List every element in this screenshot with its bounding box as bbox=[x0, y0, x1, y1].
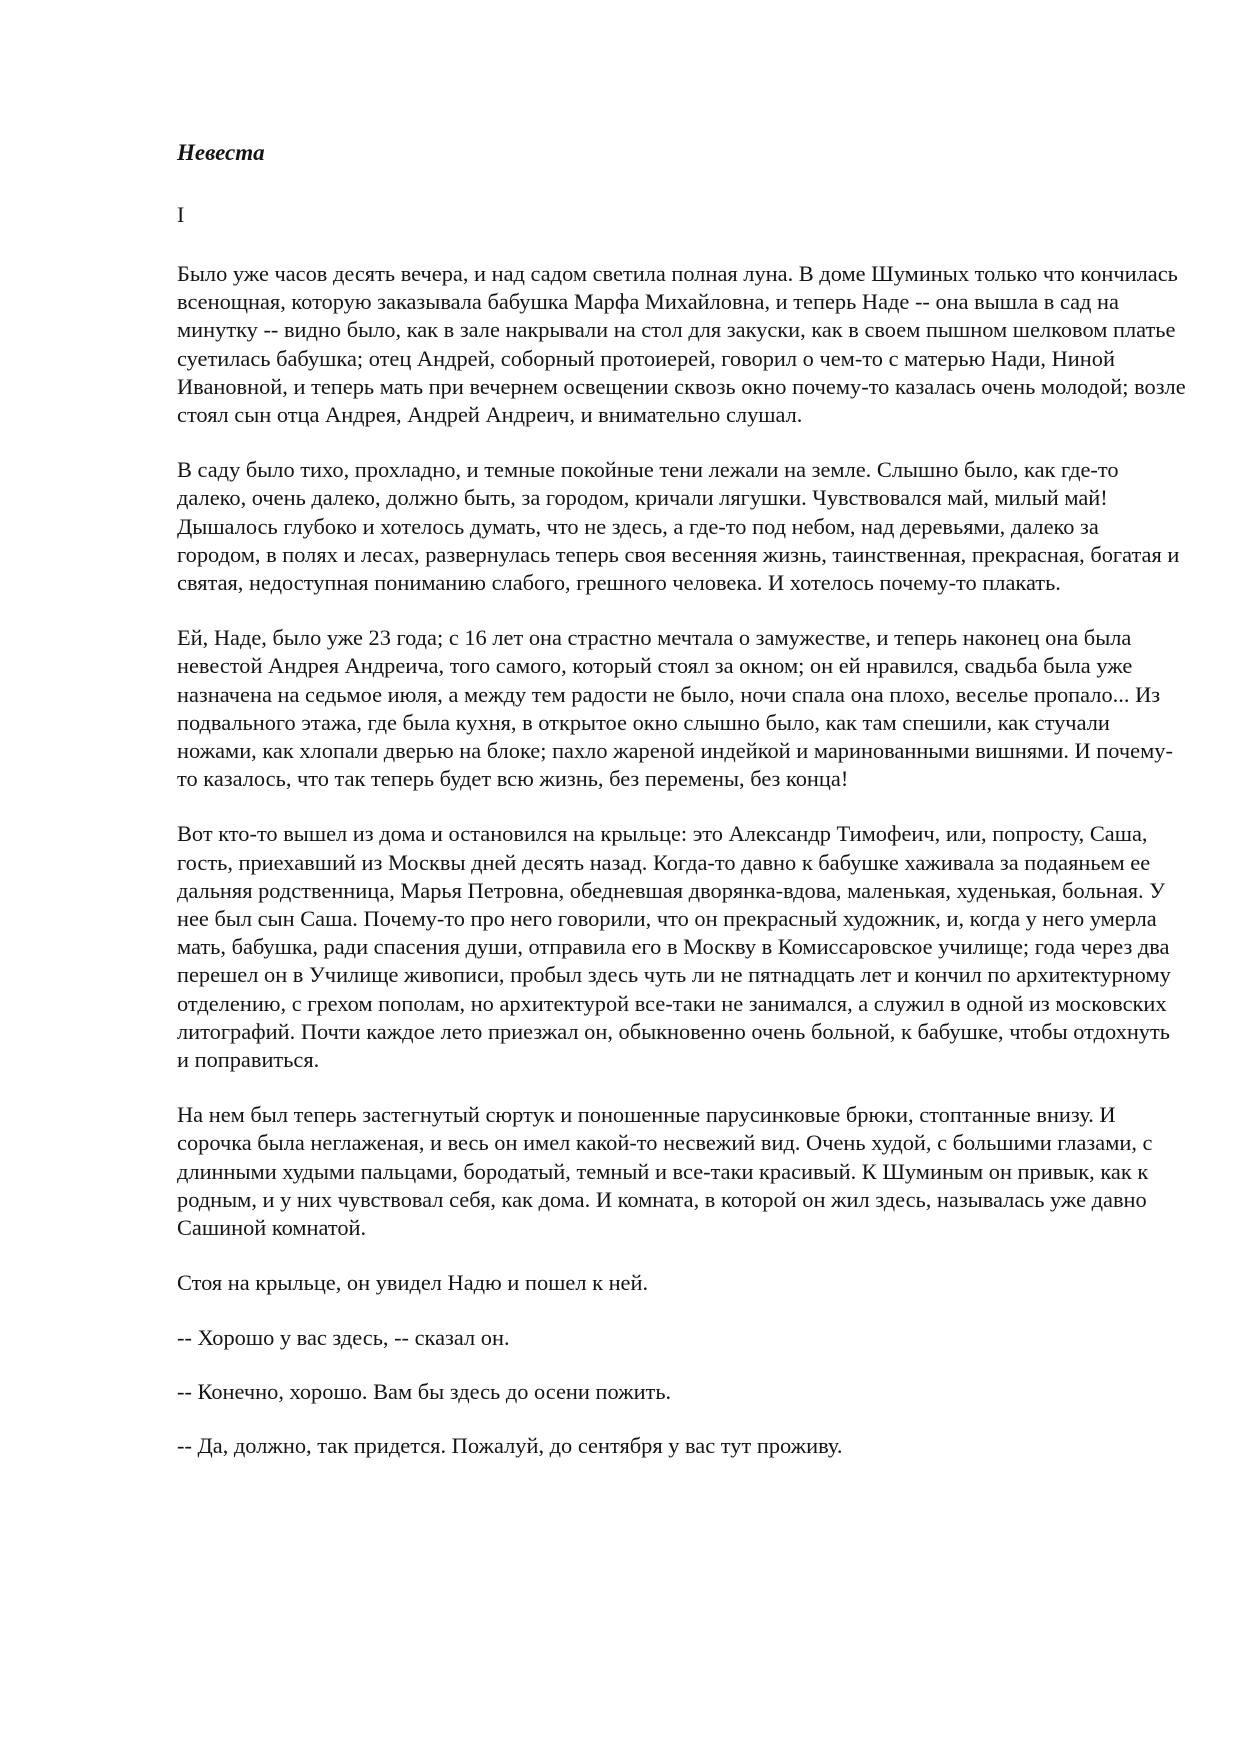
paragraph-1: Было уже часов десять вечера, и над садом светила полная луна. В доме Шуминых только что кончилась всенощная, которую заказывала бабушка Марфа Михайловна, и теперь Наде -- она вышла в сад на минутку -- видно было, как в зале накрывали на стол для закуски, как в своем пышном шелковом платье суетилась бабушка; отец Андрей, соборный протоиерей, говорил о чем-то с матерью Нади, Ниной Ивановной, и теперь мать при вечернем освещении сквозь окно почему-то казалась очень молодой; возле стоял сын отца Андрея, Андрей Андреич, и внимательно слушал. bbox=[177, 261, 1186, 428]
dialogue-line-3: -- Да, должно, так придется. Пожалуй, до сентября у вас тут проживу. bbox=[177, 1432, 843, 1458]
document-body bbox=[177, 138, 1187, 1458]
paragraph-4: Вот кто-то вышел из дома и остановился на крыльце: это Александр Тимофеич, или, попросту, Саша, гость, приехавший из Москвы дней десять назад. Когда-то давно к бабушке хаживала за подаяньем ее дальняя родственница, Марья Петровна, обедневшая дворянка-вдова, маленькая, худенькая, больная. У нее был сын Саша. Почему-то про него говорили, что он прекрасный художник, и, когда у него умерла мать, бабушка, ради спасения души, отправила его в Москву в Комиссаровское училище; года через два перешел он в Училище живописи, пробыл здесь чуть ли не пятнадцать лет и кончил по архитектурному отделению, с грехом пополам, но архитектурой все-таки не занимался, а служил в одной из московских литографий. Почти каждое лето приезжал он, обыкновенно очень больной, к бабушке, чтобы отдохнуть и поправиться. bbox=[177, 821, 1171, 1073]
document-title: Невеста bbox=[177, 140, 265, 165]
paragraph-3: Ей, Наде, было уже 23 года; с 16 лет она страстно мечтала о замужестве, и теперь наконец она была невестой Андрея Андреича, того самого, который стоял за окном; он ей нравился, свадьба была уже назначена на седьмое июля, а между тем радости не было, ночи спала она плохо, веселье пропало... Из подвального этажа, где была кухня, в открытое окно слышно было, как там спешили, как стучали ножами, как хлопали дверью на блоке; пахло жареной индейкой и маринованными вишнями. И почему-то казалось, что так теперь будет всю жизнь, без перемены, без конца! bbox=[177, 625, 1173, 792]
paragraph-2: В саду было тихо, прохладно, и темные покойные тени лежали на земле. Слышно было, как где-то далеко, очень далеко, должно быть, за городом, кричали лягушки. Чувствовался май, милый май! Дышалось глубоко и хотелось думать, что не здесь, а где-то под небом, над деревьями, далеко за городом, в полях и лесах, развернулась теперь своя весенняя жизнь, таинственная, прекрасная, богатая и святая, недоступная пониманию слабого, грешного человека. И хотелось почему-то плакать. bbox=[177, 457, 1180, 596]
paragraph-5: На нем был теперь застегнутый сюртук и поношенные парусинковые брюки, стоптанные внизу. И сорочка была неглаженая, и весь он имел какой-то несвежий вид. Очень худой, с большими глазами, с длинными худыми пальцами, бородатый, темный и все-таки красивый. К Шуминым он привык, как к родным, и у них чувствовал себя, как дома. И комната, в которой он жил здесь, называлась уже давно Сашиной комнатой. bbox=[177, 1102, 1153, 1241]
dialogue-line-1: -- Хорошо у вас здесь, -- сказал он. bbox=[177, 1324, 510, 1350]
dialogue-line-2: -- Конечно, хорошо. Вам бы здесь до осени пожить. bbox=[177, 1378, 672, 1404]
paragraph-list bbox=[177, 260, 1187, 1486]
paragraph-6: Стоя на крыльце, он увидел Надю и пошел к ней. bbox=[177, 1270, 649, 1296]
chapter-heading: I bbox=[177, 202, 185, 227]
